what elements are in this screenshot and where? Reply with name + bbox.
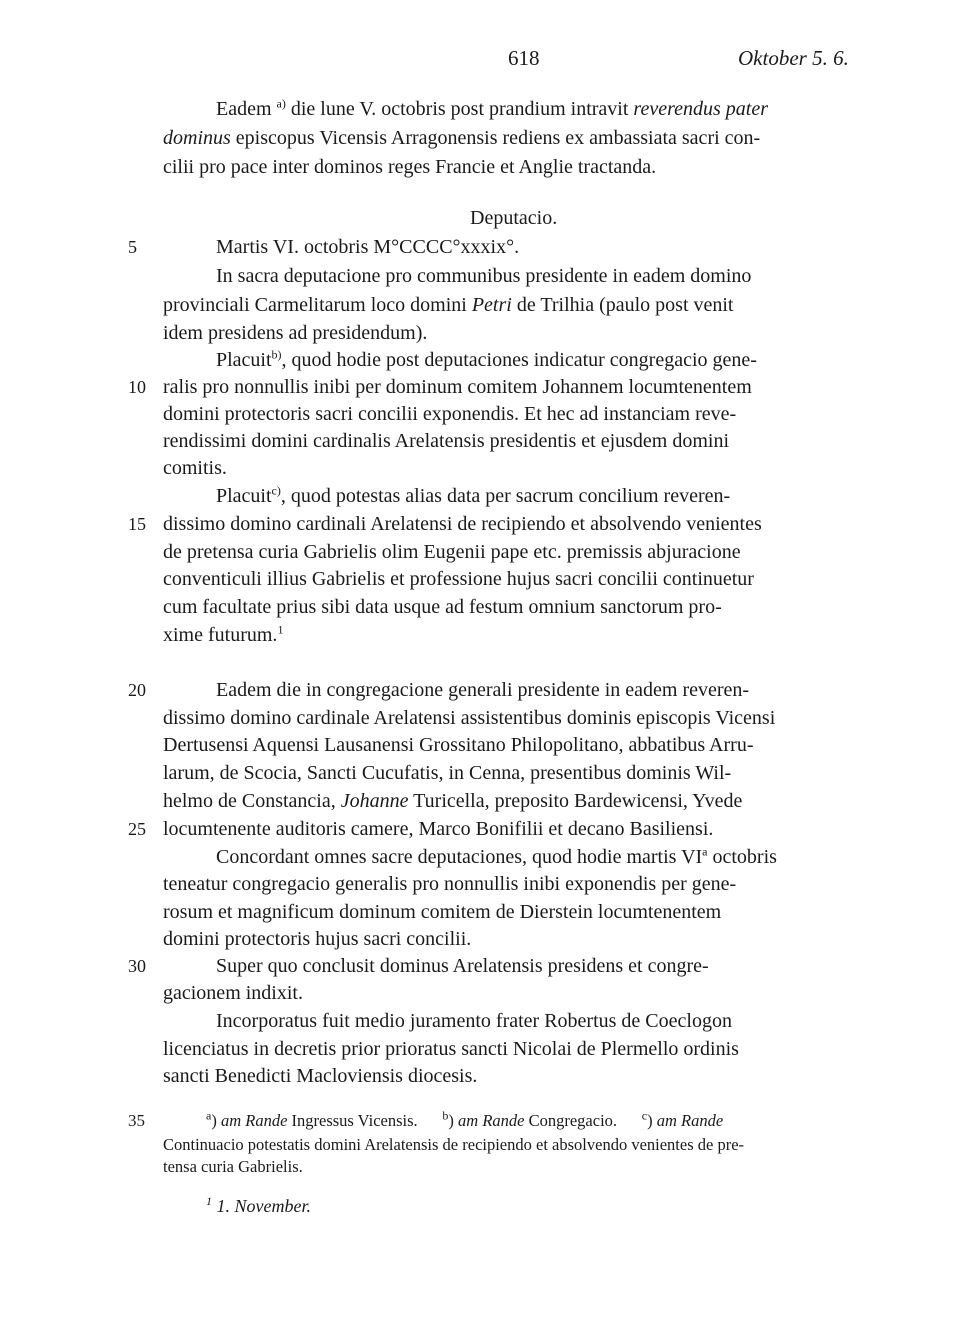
footnote-line: Continuacio potestatis domini Arelatensis de recipiendo et absolvendo venientes de pre- <box>163 1135 745 1154</box>
date-line: Martis VI. octobris M°CCCC°xxxix°. <box>216 236 520 258</box>
text-line: locumtenente auditoris camere, Marco Bonifilii et decano Basiliensi. <box>163 818 714 840</box>
margin-line-number: 30 <box>128 956 146 976</box>
text-line: de pretensa curia Gabrielis olim Eugenii pape etc. premissis abjuracione <box>163 541 741 563</box>
section-heading: Deputacio. <box>470 207 558 229</box>
margin-line-number: 15 <box>128 514 146 534</box>
text-line: Placuit$^{c)}$, quod potestas alias data per sacrum concilium reveren- <box>216 483 731 507</box>
text-line: rendissimi domini cardinalis Arelatensis presidentis et ejusdem domini <box>163 430 730 452</box>
text-line: Concordant omnes sacre deputaciones, quod hodie martis $VI^a$ octobris <box>216 844 777 868</box>
text-line: provinciali Carmelitarum loco domini Petri de Trilhia (paulo post venit <box>163 294 734 316</box>
margin-line-number: 25 <box>128 819 146 839</box>
text-line: xime futurum.$^1$ <box>163 622 284 646</box>
text-line: domini protectoris hujus sacri concilii. <box>163 928 472 950</box>
text-line: Placuit$^{b)}$, quod hodie post deputaciones indicatur congregacio gene- <box>216 347 757 371</box>
text-line: gacionem indixit. <box>163 982 303 1004</box>
text-line: sancti Benedicti Macloviensis diocesis. <box>163 1065 478 1087</box>
text-line: cilii pro pace inter dominos reges Francie et Anglie tractanda. <box>163 156 657 178</box>
text-line: domini protectoris sacri concilii exponendis. Et hec ad instanciam reve- <box>163 403 737 425</box>
margin-line-number: 10 <box>128 377 146 397</box>
footnote-line: $^a$) am Rande Ingressus Vicensis. $^b$) am Rande Congregacio. $^c$) am Rande <box>206 1108 724 1130</box>
text-line: Eadem $^{a)}$ die lune V. octobris post prandium intravit reverendus pater <box>216 96 769 120</box>
text-line: idem presidens ad presidendum). <box>163 322 428 344</box>
text-line: licenciatus in decretis prior prioratus sancti Nicolai de Plermello ordinis <box>163 1038 739 1060</box>
text-line: cum facultate prius sibi data usque ad festum omnium sanctorum pro- <box>163 596 722 618</box>
margin-line-number: 35 <box>128 1111 145 1130</box>
text-line: comitis. <box>163 457 227 479</box>
text-line: dissimo domino cardinale Arelatensi assistentibus dominis episcopis Vicensi <box>163 707 776 729</box>
text-line: dissimo domino cardinali Arelatensi de recipiendo et absolvendo venientes <box>163 513 762 535</box>
running-head: Oktober 5. 6. <box>738 46 849 70</box>
text-line: ralis pro nonnullis inibi per dominum comitem Johannem locumtenentem <box>163 376 752 398</box>
text-line: helmo de Constancia, Johanne Turicella, preposito Bardewicensi, Yvede <box>163 790 743 812</box>
text-line: Eadem die in congregacione generali presidente in eadem reveren- <box>216 679 750 701</box>
text-line: Incorporatus fuit medio juramento frater Robertus de Coeclogon <box>216 1010 732 1032</box>
margin-line-number: 20 <box>128 680 146 700</box>
text-line: conventiculi illius Gabrielis et professione hujus sacri concilii continuetur <box>163 568 754 590</box>
text-line: teneatur congregacio generalis pro nonnullis inibi exponendis per gene- <box>163 873 737 895</box>
editorial-note: $^1$ 1. November. <box>206 1194 311 1216</box>
text-line: Dertusensi Aquensi Lausanensi Grossitano Philopolitano, abbatibus Arru- <box>163 734 754 756</box>
text-line: larum, de Scocia, Sancti Cucufatis, in Cenna, presentibus dominis Wil- <box>163 762 732 784</box>
footnote-line: tensa curia Gabrielis. <box>163 1157 303 1176</box>
page-number: 618 <box>508 46 540 70</box>
text-line: rosum et magnificum dominum comitem de Dierstein locumtenentem <box>163 901 722 923</box>
text-line: dominus episcopus Vicensis Arragonensis rediens ex ambassiata sacri con- <box>163 127 761 149</box>
margin-line-number: 5 <box>128 237 137 257</box>
text-line: Super quo conclusit dominus Arelatensis presidens et congre- <box>216 955 709 977</box>
text-line: In sacra deputacione pro communibus presidente in eadem domino <box>216 265 752 287</box>
